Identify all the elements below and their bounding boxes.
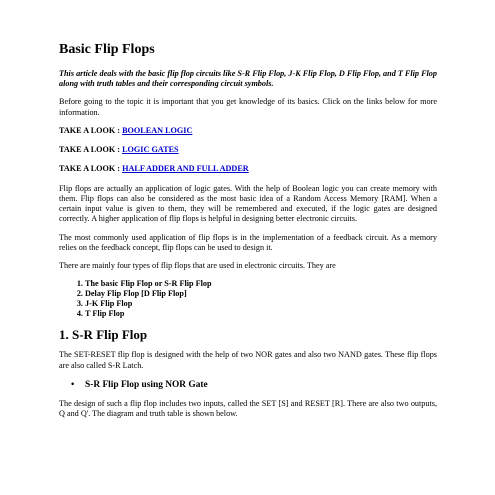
list-item: 3. J-K Flip Flop: [85, 299, 437, 309]
flip-flop-paragraph-2: The most commonly used application of flip flops is in the implementation of a feedback circuit. As a memory relies on the feedback concept, flip flops can be used to design it.: [59, 232, 437, 252]
take-a-look-label: TAKE A LOOK :: [59, 125, 121, 135]
logic-gates-link[interactable]: LOGIC GATES: [122, 145, 179, 155]
take-a-look-boolean: [59, 126, 437, 136]
take-a-look-label: TAKE A LOOK :: [59, 145, 121, 155]
section-heading-sr: 1. S-R Flip Flop: [59, 326, 148, 342]
bullet-dot: •: [71, 379, 75, 390]
flip-flop-paragraph-3: There are mainly four types of flip flops that are used in electronic circuits. They are: [59, 261, 336, 271]
sr-bullet-list: [59, 379, 437, 391]
half-full-adder-link[interactable]: HALF ADDER AND FULL ADDER: [122, 164, 249, 174]
list-item: 1. The basic Flip Flop or S-R Flip Flop: [85, 279, 437, 289]
article-title: Basic Flip Flops: [59, 42, 155, 57]
take-a-look-adder: [59, 164, 437, 174]
take-a-look-gates: [59, 145, 437, 155]
list-item: 2. Delay Flip Flop [D Flip Flop]: [85, 289, 437, 299]
article-body: [59, 42, 437, 427]
sr-paragraph: The SET-RESET flip flop is designed with the help of two NOR gates and also two NAND gates. These flip flops are also called S-R Latch.: [59, 350, 437, 370]
article-intro: This article deals with the basic flip flop circuits like S-R Flip Flop, J-K Flip Flop, D Flip Flop, and T Flip Flop along with truth tables and their corresponding circuit symbols.: [59, 68, 437, 89]
flip-flop-types-list: [59, 279, 437, 318]
list-item: 4. T Flip Flop: [85, 309, 437, 319]
bullet-text: S-R Flip Flop using NOR Gate: [85, 379, 208, 390]
design-paragraph: The design of such a flip flop includes two inputs, called the SET [S] and RESET [R]. There are also two outputs, Q and Q'. The diagram and truth table is shown below.: [59, 398, 437, 419]
list-item: [71, 379, 437, 391]
flip-flop-paragraph-1: Flip flops are actually an application of logic gates. With the help of Boolean logic you can create memory with them. Flip flops can also be considered as the most basic idea of a Random Access Memory [RAM]. When a certain input value is given to them, they will be remembered and executed, if the logic gates are designed correctly. A higher application of flip flops is helpful in designing better electronic circuits.: [59, 183, 437, 224]
before-paragraph: Before going to the topic it is important that you get knowledge of its basics. Click on the links below for more information.: [59, 97, 437, 117]
take-a-look-label: TAKE A LOOK :: [59, 164, 121, 174]
boolean-logic-link[interactable]: BOOLEAN LOGIC: [122, 125, 193, 135]
